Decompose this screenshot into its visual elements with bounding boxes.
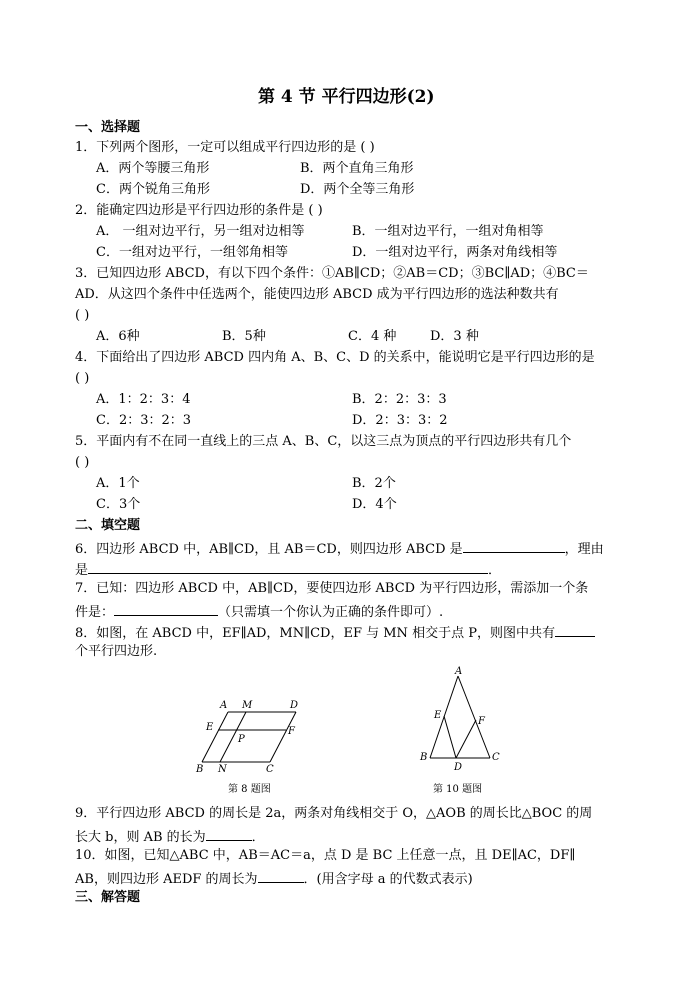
- answer-blank[interactable]: [114, 601, 218, 616]
- question-2-stem: 2．能确定四边形是平行四边形的条件是 ( ): [75, 203, 323, 218]
- figure-8-label-e: E: [206, 722, 214, 733]
- question-6-line-2: [75, 559, 501, 580]
- figure-10-label-d: D: [454, 762, 463, 773]
- question-5-line-2: ( ): [75, 455, 90, 470]
- question-9-line-2: [75, 826, 265, 847]
- figure-8-label-m: M: [242, 700, 253, 711]
- question-4-option-b: B．2：2：3：3: [352, 392, 447, 407]
- figure-8-label-a: A: [220, 700, 228, 711]
- question-3-line-2: AD．从这四个条件中任选两个，能使四边形 ABCD 成为平行四边形的选法种数共有: [75, 287, 559, 302]
- question-4-line-2: ( ): [75, 371, 90, 386]
- question-6-reason-label: ，理由: [564, 542, 604, 557]
- figure-8-parallelogram: [190, 696, 315, 776]
- question-9-end: ．: [251, 830, 265, 845]
- figure-10-label-a: A: [455, 666, 463, 677]
- question-7-line-2: [75, 601, 443, 622]
- question-10-text: AB，则四边形 AEDF 的周长为: [75, 872, 258, 887]
- question-5-line-1: 5．平面内有不在同一直线上的三点 A、B、C，以这三点为顶点的平行四边形共有几个: [75, 434, 572, 449]
- question-5-option-a: A．1个: [96, 476, 140, 491]
- figure-8-label-b: B: [196, 764, 204, 775]
- figure-8-label-d: D: [290, 700, 299, 711]
- figure-8-caption: 第 8 题图: [228, 784, 271, 795]
- question-4-option-a: A．1：2：3：4: [96, 392, 191, 407]
- figure-8-label-n: N: [218, 764, 227, 775]
- figure-10-caption: 第 10 题图: [433, 784, 483, 795]
- question-9-text: 长大 b，则 AB 的长为: [75, 830, 206, 845]
- question-4-option-d: D．2：3：3：2: [352, 413, 448, 428]
- figure-8-label-c: C: [266, 764, 274, 775]
- question-10-line-1: 10．如图，已知△ABC 中，AB＝AC＝a，点 D 是 BC 上任意一点，且 DE∥AC，DF∥: [75, 848, 576, 863]
- question-5-option-d: D．4个: [352, 497, 397, 512]
- question-3-line-1: 3．已知四边形 ABCD，有以下四个条件：①AB∥CD；②AB＝CD；③BC∥AD；④BC＝: [75, 266, 589, 281]
- question-7-text: 件是：: [75, 605, 115, 620]
- question-2-option-d: D．一组对边平行，两条对角线相等: [352, 245, 558, 260]
- question-6-line-1: [75, 538, 604, 559]
- page-title: 第 4 节 平行四边形(2): [258, 87, 435, 107]
- question-1-stem: 1．下列两个图形，一定可以组成平行四边形的是 ( ): [75, 140, 375, 155]
- question-3-option-d: D．3 种: [430, 329, 479, 344]
- question-2-option-c: C．一组对边平行，一组邻角相等: [96, 245, 288, 260]
- answer-blank[interactable]: [555, 622, 595, 637]
- question-9-line-1: 9．平行四边形 ABCD 的周长是 2a，两条对角线相交于 O，△AOB 的周长比△BOC 的周: [75, 806, 593, 821]
- question-5-option-b: B．2个: [352, 476, 396, 491]
- question-1-option-b: B．两个直角三角形: [300, 161, 414, 176]
- answer-blank[interactable]: [88, 559, 488, 574]
- section-heading-fill: 二、填空题: [75, 518, 141, 533]
- question-1-option-d: D．两个全等三角形: [300, 182, 415, 197]
- figure-10-triangle: [410, 664, 510, 774]
- question-3-option-b: B．5种: [222, 329, 266, 344]
- question-1-option-c: C．两个锐角三角形: [96, 182, 210, 197]
- question-7-line-1: 7．已知：四边形 ABCD 中，AB∥CD，要使四边形 ABCD 为平行四边形，需添加一个条: [75, 581, 589, 596]
- question-5-option-c: C．3个: [96, 497, 141, 512]
- question-10-line-2: [75, 868, 473, 889]
- figure-10-label-c: C: [492, 752, 500, 763]
- figure-8-label-p: P: [238, 734, 245, 745]
- question-6-end: ．: [488, 563, 502, 578]
- question-6-text-2: 是: [75, 563, 89, 578]
- figure-10-label-f: F: [478, 716, 485, 727]
- question-4-line-1: 4．下面给出了四边形 ABCD 四内角 A、B、C、D 的关系中，能说明它是平行四边形的是: [75, 350, 595, 365]
- question-3-option-c: C．4 种: [348, 329, 397, 344]
- answer-blank[interactable]: [463, 538, 565, 553]
- question-2-option-b: B．一组对边平行，一组对角相等: [352, 224, 544, 239]
- answer-blank[interactable]: [258, 868, 304, 883]
- question-8-text: 8．如图，在 ABCD 中，EF∥AD，MN∥CD，EF 与 MN 相交于点 P，则图中共有: [75, 626, 555, 641]
- question-1-option-a: A．两个等腰三角形: [96, 161, 210, 176]
- figure-10-label-e: E: [434, 710, 442, 721]
- question-8-line-1: [75, 622, 595, 643]
- figure-10-label-b: B: [420, 752, 428, 763]
- question-6-text: 6．四边形 ABCD 中，AB∥CD，且 AB＝CD，则四边形 ABCD 是: [75, 542, 463, 557]
- section-heading-answer: 三、解答题: [75, 890, 141, 905]
- question-8-line-2: 个平行四边形.: [75, 644, 158, 659]
- question-10-note: ．(用含字母 a 的代数式表示): [303, 872, 473, 887]
- question-3-line-3: ( ): [75, 308, 90, 323]
- section-heading-choice: 一、选择题: [75, 120, 141, 135]
- question-4-option-c: C．2：3：2：3: [96, 413, 192, 428]
- question-7-note: （只需填一个你认为正确的条件即可）.: [218, 605, 444, 620]
- figure-8-label-f: F: [288, 726, 295, 737]
- question-2-option-a: A． 一组对边平行，另一组对边相等: [96, 224, 305, 239]
- answer-blank[interactable]: [206, 826, 252, 841]
- question-3-option-a: A．6种: [96, 329, 140, 344]
